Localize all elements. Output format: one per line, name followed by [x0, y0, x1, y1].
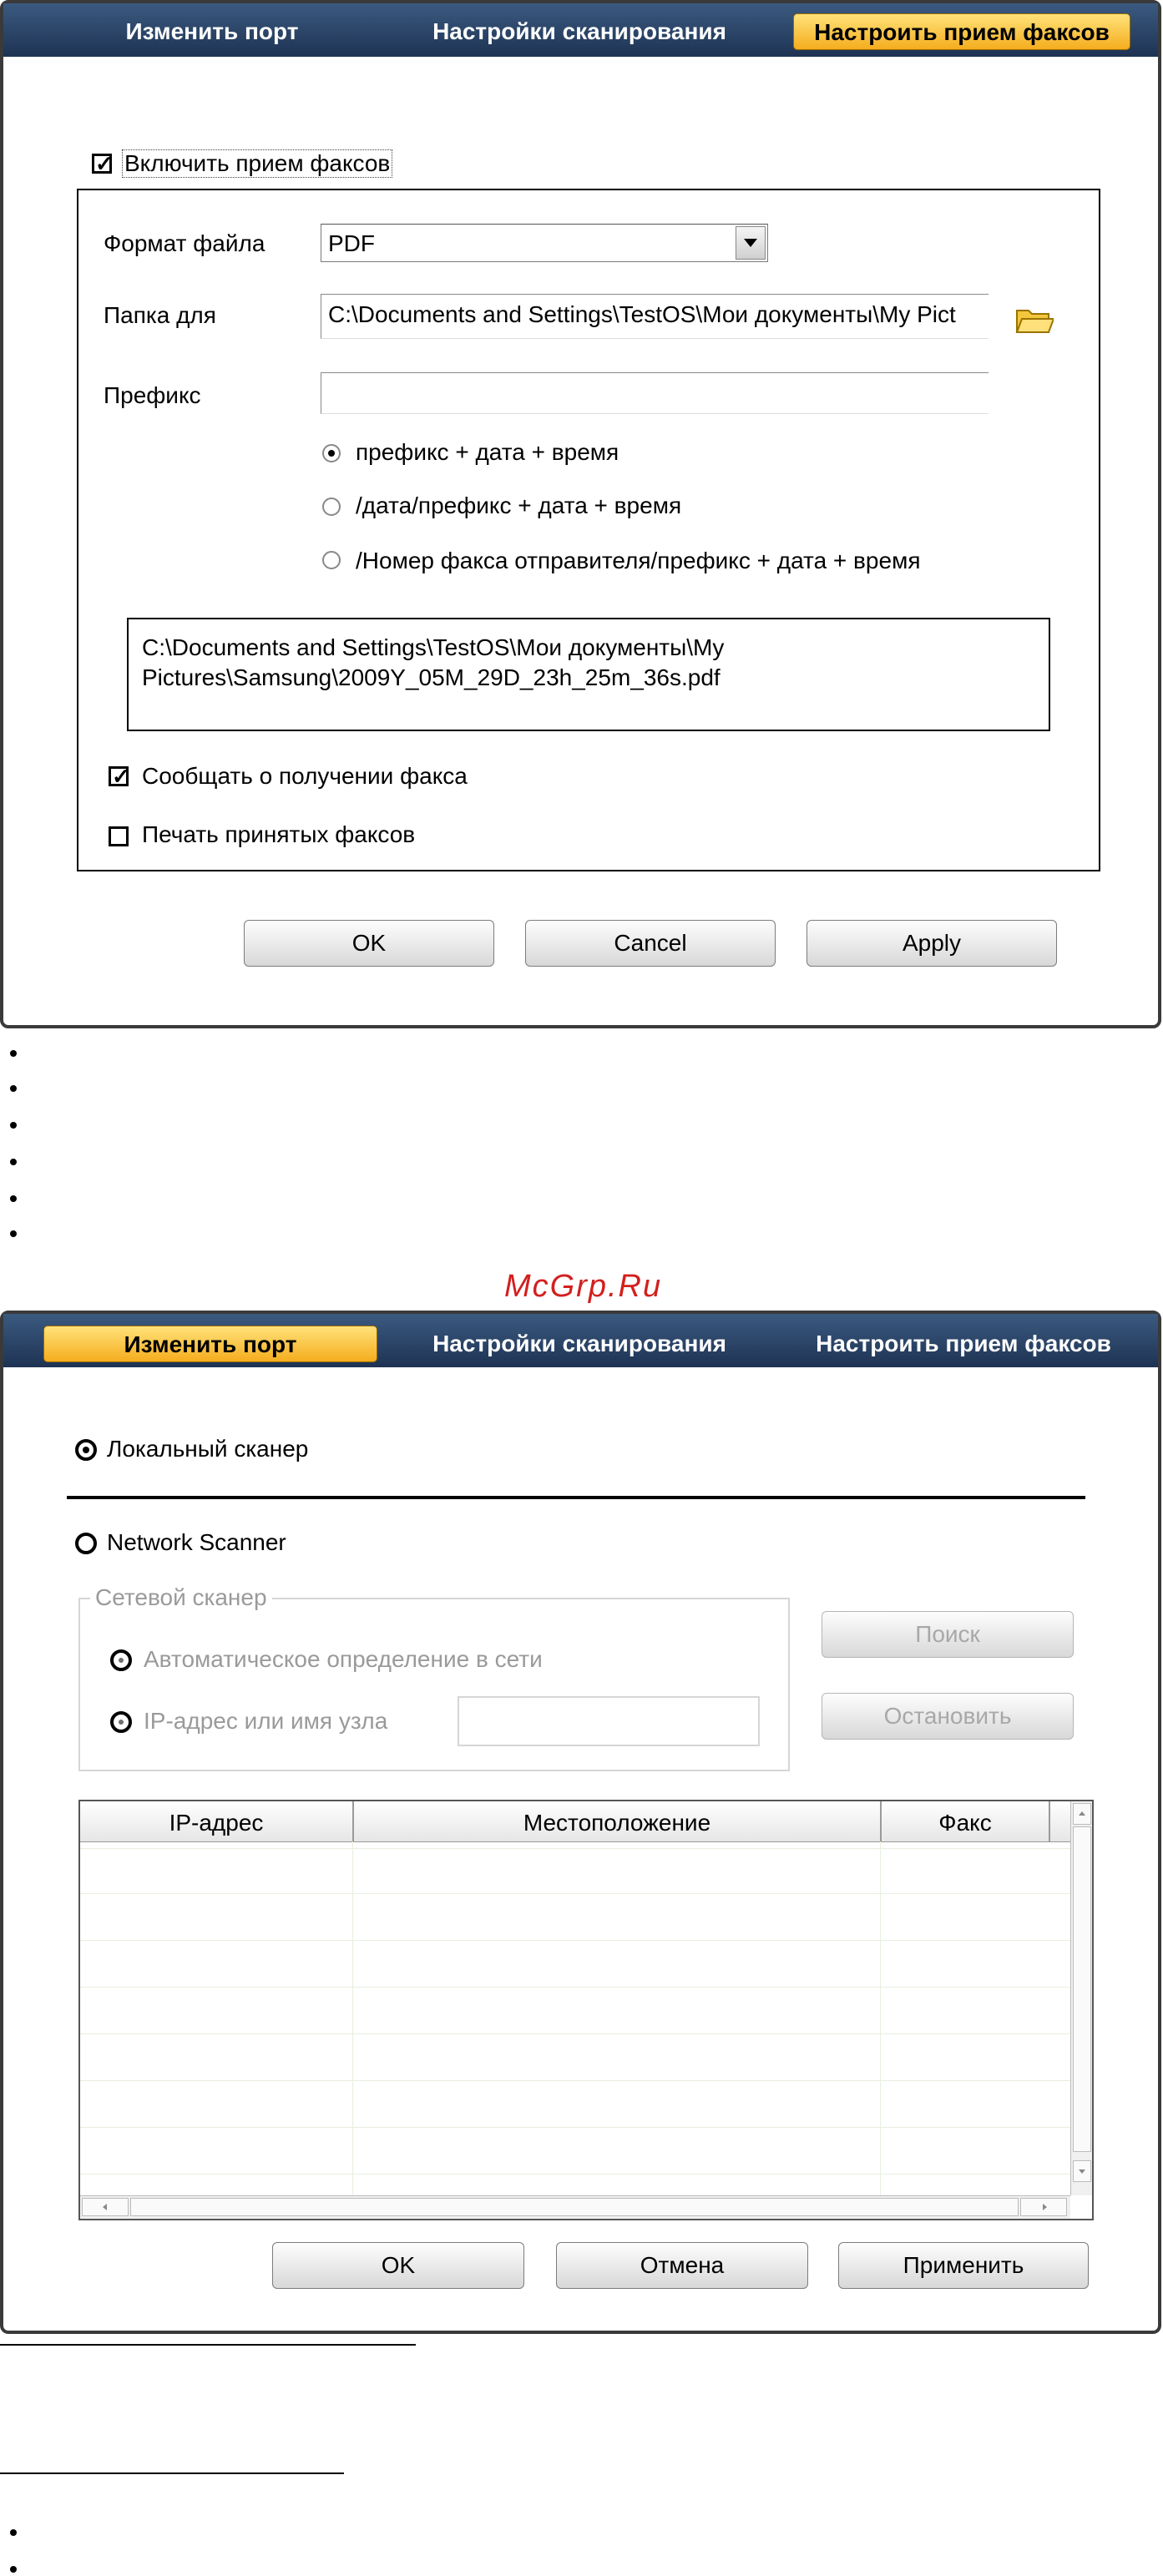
- footnote-rule: [0, 2472, 344, 2474]
- apply-button[interactable]: Применить: [838, 2242, 1089, 2289]
- footnote-rule: [0, 2344, 416, 2346]
- column-divider: [1049, 1801, 1050, 1841]
- radio-auto-detect[interactable]: [110, 1649, 132, 1671]
- list-bullet: [10, 1085, 17, 1092]
- vertical-scrollbar[interactable]: [1070, 1801, 1093, 2195]
- file-format-label: Формат файла: [104, 230, 265, 256]
- apply-button[interactable]: Apply: [807, 920, 1057, 967]
- enable-fax-receive-label: Включить прием факсов: [122, 149, 392, 178]
- notify-on-receive-label: Сообщать о получении факса: [142, 763, 468, 789]
- column-line: [352, 1841, 353, 2195]
- tab-fax-receive[interactable]: Настроить прием факсов: [816, 1331, 1111, 1356]
- radio-date-prefix[interactable]: [322, 498, 341, 516]
- table-row: [80, 1893, 1070, 1894]
- horizontal-scrollbar[interactable]: [80, 2195, 1070, 2220]
- ip-host-input[interactable]: [458, 1696, 760, 1746]
- checkmark-icon: ✓: [112, 764, 130, 789]
- chevron-up-icon: [1079, 1811, 1085, 1816]
- radio-network-scanner[interactable]: [75, 1533, 97, 1554]
- table-header: [80, 1801, 1070, 1842]
- tab-bar: [3, 1314, 1158, 1367]
- prefix-field[interactable]: [321, 372, 989, 414]
- radio-date-prefix-label: /дата/префикс + дата + время: [356, 492, 682, 518]
- radio-ip-host[interactable]: [110, 1711, 132, 1733]
- scanner-table: [78, 1800, 1094, 2220]
- chevron-right-icon: [1043, 2204, 1047, 2210]
- list-bullet: [10, 2529, 17, 2536]
- chevron-down-icon: [1079, 2169, 1085, 2174]
- tab-scan-settings[interactable]: Настройки сканирования: [432, 18, 726, 44]
- dropdown-button[interactable]: [736, 226, 766, 260]
- radio-local-scanner[interactable]: [75, 1439, 97, 1461]
- fax-receive-dialog: [0, 0, 1161, 1028]
- table-row: [80, 2033, 1070, 2034]
- list-bullet: [10, 1230, 17, 1237]
- cancel-button[interactable]: Отмена: [556, 2242, 808, 2289]
- radio-auto-detect-label: Автоматическое определение в сети: [144, 1646, 543, 1672]
- list-bullet: [10, 1159, 17, 1165]
- file-format-value: PDF: [328, 230, 375, 256]
- network-scanner-group: [78, 1584, 790, 1771]
- ok-button[interactable]: OK: [272, 2242, 524, 2289]
- table-body: [80, 1841, 1070, 2195]
- print-received-checkbox[interactable]: [109, 826, 129, 846]
- column-header-fax[interactable]: Факс: [938, 1810, 992, 1836]
- path-preview-line1: C:\Documents and Settings\TestOS\Мои документы\My: [142, 634, 725, 660]
- file-format-select[interactable]: [321, 224, 768, 262]
- table-row: [80, 2127, 1070, 2128]
- tab-change-port[interactable]: Изменить порт: [43, 1326, 377, 1362]
- table-row: [80, 1940, 1070, 1941]
- checkmark-icon: ✓: [95, 151, 114, 176]
- scroll-thumb-horizontal[interactable]: [130, 2198, 1019, 2216]
- radio-prefix-date-time-label: префикс + дата + время: [356, 439, 619, 465]
- radio-prefix-date-time[interactable]: [322, 444, 341, 462]
- chevron-left-icon: [103, 2204, 107, 2210]
- table-row: [80, 2080, 1070, 2081]
- radio-local-scanner-label: Локальный сканер: [107, 1436, 309, 1462]
- stop-button[interactable]: Остановить: [822, 1693, 1074, 1740]
- list-bullet: [10, 1122, 17, 1129]
- path-preview-line2: Pictures\Samsung\2009Y_05M_29D_23h_25m_36s.pdf: [142, 664, 721, 690]
- column-line: [880, 1841, 881, 2195]
- folder-browse-icon[interactable]: [1015, 306, 1054, 336]
- tab-scan-settings[interactable]: Настройки сканирования: [432, 1331, 726, 1356]
- folder-value: C:\Documents and Settings\TestOS\Мои документы\My Pict: [328, 301, 956, 327]
- scroll-down-button[interactable]: [1073, 2160, 1091, 2182]
- column-header-ip[interactable]: IP-адрес: [169, 1810, 264, 1836]
- tab-fax-receive[interactable]: Настроить прием факсов: [793, 13, 1130, 50]
- radio-sender-number-prefix-label: /Номер факса отправителя/префикс + дата + время: [356, 548, 921, 573]
- table-row: [80, 1987, 1070, 1988]
- radio-ip-host-label: IP-адрес или имя узла: [144, 1708, 388, 1734]
- folder-field[interactable]: [321, 294, 989, 339]
- network-group-title: Сетевой сканер: [90, 1584, 272, 1611]
- tab-change-port[interactable]: Изменить порт: [125, 18, 299, 44]
- cancel-button[interactable]: Cancel: [525, 920, 776, 967]
- chevron-down-icon: [744, 239, 757, 247]
- table-row: [80, 1848, 1070, 1849]
- list-bullet: [10, 2566, 17, 2573]
- scroll-left-button[interactable]: [82, 2198, 129, 2216]
- column-header-location[interactable]: Местоположение: [523, 1810, 711, 1836]
- list-bullet: [10, 1195, 17, 1202]
- notify-on-receive-checkbox[interactable]: [109, 764, 130, 789]
- change-port-dialog: [0, 1311, 1161, 2334]
- path-preview-box: [127, 618, 1050, 731]
- folder-label: Папка для: [104, 302, 216, 328]
- radio-sender-number-prefix[interactable]: [322, 551, 341, 569]
- tab-bar: [3, 3, 1158, 57]
- list-bullet: [10, 1050, 17, 1057]
- print-received-label: Печать принятых факсов: [142, 821, 416, 847]
- ok-button[interactable]: OK: [244, 920, 494, 967]
- fax-settings-box: [77, 189, 1100, 871]
- watermark: McGrp.Ru: [504, 1269, 663, 1304]
- enable-fax-receive-checkbox[interactable]: [92, 151, 114, 176]
- radio-network-scanner-label: Network Scanner: [107, 1529, 286, 1555]
- scroll-right-button[interactable]: [1020, 2198, 1067, 2216]
- prefix-label: Префикс: [104, 382, 201, 408]
- search-button[interactable]: Поиск: [822, 1611, 1074, 1658]
- scroll-thumb[interactable]: [1073, 1826, 1091, 2152]
- divider: [67, 1496, 1085, 1499]
- scroll-up-button[interactable]: [1073, 1803, 1091, 1825]
